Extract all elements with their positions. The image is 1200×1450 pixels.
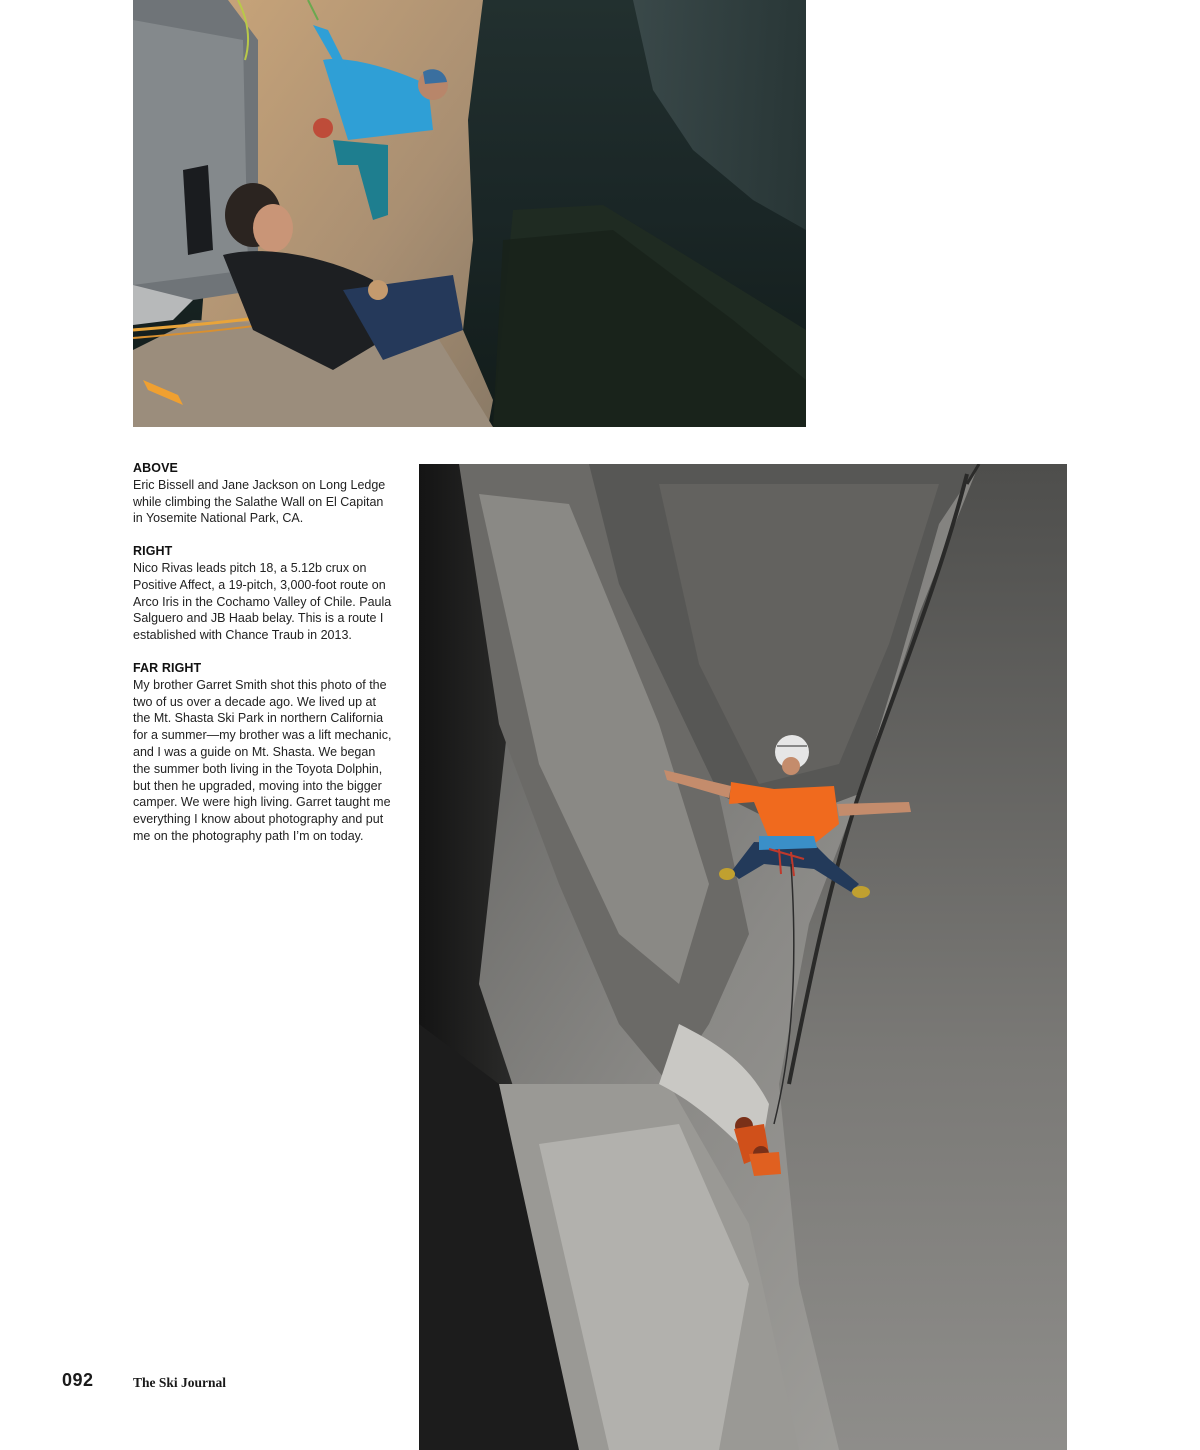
photo-above-el-capitan-ledge xyxy=(133,0,806,427)
caption-far-right xyxy=(133,660,395,845)
caption-heading: FAR RIGHT xyxy=(133,660,202,675)
photo-right-cochamo-climber xyxy=(419,464,1067,1450)
caption-heading: ABOVE xyxy=(133,461,178,475)
caption-column xyxy=(133,460,395,861)
caption-heading: RIGHT xyxy=(133,544,173,559)
caption-right xyxy=(133,543,395,644)
page-number: 092 xyxy=(62,1370,94,1390)
caption-above xyxy=(133,460,395,527)
caption-text: Nico Rivas leads pitch 18, a 5.12b crux on Positive Affect, a 19-pitch, 3,000-foot route on Arco Iris in the Cochamo Valley of Chile. Paula Salguero and JB Haab belay. This is a route I established with Chance Traub in 2013. xyxy=(133,560,392,643)
publication-name: The Ski Journal xyxy=(133,1375,227,1390)
caption-text: My brother Garret Smith shot this photo of the two of us over a decade ago. We lived up at the Mt. Shasta Ski Park in northern California for a summer—my brother was a lift mechanic, and I was a guide on Mt. Shasta. We began the summer both living in the Toyota Dolphin, but then he upgraded, moving into the bigger camper. We were high living. Garret taught me everything I know about photography and put me on the photography path I’m on today. xyxy=(133,677,392,843)
caption-text: Eric Bissell and Jane Jackson on Long Ledge while climbing the Salathe Wall on El Capitan in Yosemite National Park, CA. xyxy=(133,477,386,526)
